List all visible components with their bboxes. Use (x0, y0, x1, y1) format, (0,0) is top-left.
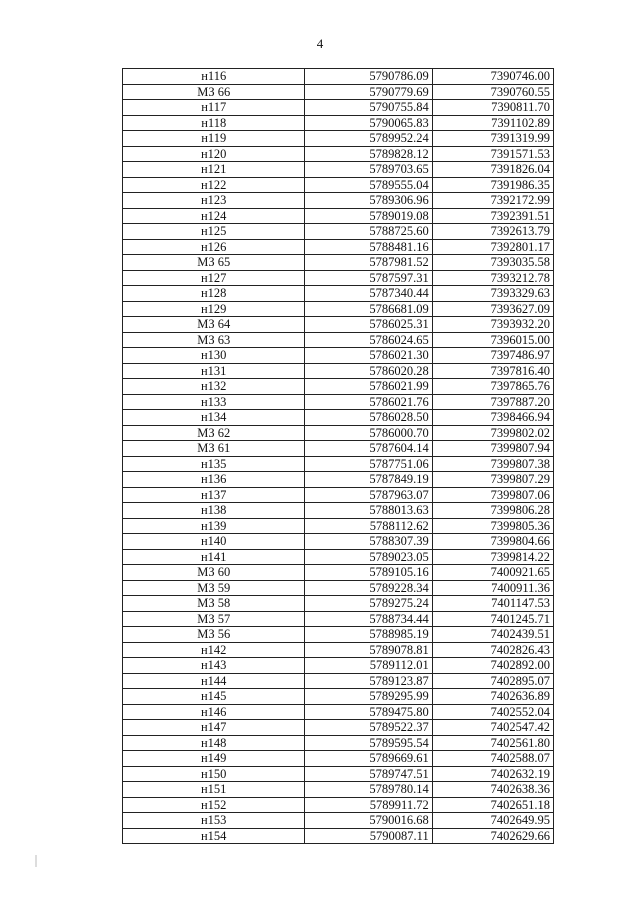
point-name-cell: н119 (123, 131, 305, 147)
point-name-cell: н147 (123, 720, 305, 736)
point-name-cell: н129 (123, 301, 305, 317)
x-coordinate-cell: 5789112.01 (305, 658, 432, 674)
point-name-cell: н152 (123, 797, 305, 813)
x-coordinate-cell: 5788013.63 (305, 503, 432, 519)
table-row (123, 193, 554, 209)
y-coordinate-cell: 7390746.00 (432, 69, 553, 85)
point-name-cell: МЗ 65 (123, 255, 305, 271)
y-coordinate-cell: 7397865.76 (432, 379, 553, 395)
y-coordinate-cell: 7399804.66 (432, 534, 553, 550)
table-row (123, 472, 554, 488)
y-coordinate-cell: 7401245.71 (432, 611, 553, 627)
page-number: 4 (316, 36, 324, 51)
point-name-cell: МЗ 61 (123, 441, 305, 457)
table-row (123, 239, 554, 255)
table-row (123, 146, 554, 162)
x-coordinate-cell: 5788734.44 (305, 611, 432, 627)
y-coordinate-cell: 7402638.36 (432, 782, 553, 798)
table-row (123, 363, 554, 379)
point-name-cell: н124 (123, 208, 305, 224)
x-coordinate-cell: 5789078.81 (305, 642, 432, 658)
table-row (123, 441, 554, 457)
x-coordinate-cell: 5788481.16 (305, 239, 432, 255)
point-name-cell: н116 (123, 69, 305, 85)
table-row (123, 766, 554, 782)
y-coordinate-cell: 7399807.29 (432, 472, 553, 488)
table-row (123, 518, 554, 534)
table-row (123, 100, 554, 116)
point-name-cell: н117 (123, 100, 305, 116)
table-row (123, 115, 554, 131)
table-row (123, 503, 554, 519)
x-coordinate-cell: 5789023.05 (305, 549, 432, 565)
table-row (123, 348, 554, 364)
y-coordinate-cell: 7399802.02 (432, 425, 553, 441)
point-name-cell: н128 (123, 286, 305, 302)
y-coordinate-cell: 7402892.00 (432, 658, 553, 674)
y-coordinate-cell: 7393035.58 (432, 255, 553, 271)
y-coordinate-cell: 7399814.22 (432, 549, 553, 565)
table-row (123, 797, 554, 813)
y-coordinate-cell: 7402439.51 (432, 627, 553, 643)
table-row (123, 286, 554, 302)
point-name-cell: н143 (123, 658, 305, 674)
x-coordinate-cell: 5787963.07 (305, 487, 432, 503)
point-name-cell: н138 (123, 503, 305, 519)
x-coordinate-cell: 5786020.28 (305, 363, 432, 379)
point-name-cell: н144 (123, 673, 305, 689)
point-name-cell: МЗ 63 (123, 332, 305, 348)
y-coordinate-cell: 7402636.89 (432, 689, 553, 705)
table-row (123, 394, 554, 410)
point-name-cell: н153 (123, 813, 305, 829)
x-coordinate-cell: 5790786.09 (305, 69, 432, 85)
y-coordinate-cell: 7402547.42 (432, 720, 553, 736)
point-name-cell: н125 (123, 224, 305, 240)
y-coordinate-cell: 7402561.80 (432, 735, 553, 751)
table-row (123, 689, 554, 705)
table-row (123, 565, 554, 581)
coordinates-table-body (123, 69, 554, 844)
x-coordinate-cell: 5789295.99 (305, 689, 432, 705)
table-row (123, 704, 554, 720)
y-coordinate-cell: 7399807.94 (432, 441, 553, 457)
x-coordinate-cell: 5789275.24 (305, 596, 432, 612)
point-name-cell: н130 (123, 348, 305, 364)
x-coordinate-cell: 5788112.62 (305, 518, 432, 534)
table-row (123, 673, 554, 689)
table-row (123, 162, 554, 178)
x-coordinate-cell: 5789123.87 (305, 673, 432, 689)
x-coordinate-cell: 5790779.69 (305, 84, 432, 100)
x-coordinate-cell: 5786021.30 (305, 348, 432, 364)
y-coordinate-cell: 7402632.19 (432, 766, 553, 782)
table-row (123, 317, 554, 333)
y-coordinate-cell: 7391102.89 (432, 115, 553, 131)
y-coordinate-cell: 7390811.70 (432, 100, 553, 116)
point-name-cell: н135 (123, 456, 305, 472)
table-row (123, 208, 554, 224)
point-name-cell: н139 (123, 518, 305, 534)
x-coordinate-cell: 5787751.06 (305, 456, 432, 472)
point-name-cell: МЗ 66 (123, 84, 305, 100)
x-coordinate-cell: 5787597.31 (305, 270, 432, 286)
y-coordinate-cell: 7391826.04 (432, 162, 553, 178)
x-coordinate-cell: 5790065.83 (305, 115, 432, 131)
table-row (123, 611, 554, 627)
table-row (123, 410, 554, 426)
x-coordinate-cell: 5788985.19 (305, 627, 432, 643)
y-coordinate-cell: 7397887.20 (432, 394, 553, 410)
point-name-cell: МЗ 60 (123, 565, 305, 581)
y-coordinate-cell: 7393627.09 (432, 301, 553, 317)
point-name-cell: н123 (123, 193, 305, 209)
y-coordinate-cell: 7402552.04 (432, 704, 553, 720)
table-row (123, 456, 554, 472)
table-row (123, 131, 554, 147)
point-name-cell: н146 (123, 704, 305, 720)
y-coordinate-cell: 7397816.40 (432, 363, 553, 379)
x-coordinate-cell: 5788307.39 (305, 534, 432, 550)
table-row (123, 332, 554, 348)
table-row (123, 301, 554, 317)
x-coordinate-cell: 5790755.84 (305, 100, 432, 116)
table-row (123, 224, 554, 240)
x-coordinate-cell: 5789228.34 (305, 580, 432, 596)
x-coordinate-cell: 5789669.61 (305, 751, 432, 767)
y-coordinate-cell: 7391986.35 (432, 177, 553, 193)
table-row (123, 828, 554, 844)
point-name-cell: МЗ 57 (123, 611, 305, 627)
point-name-cell: МЗ 58 (123, 596, 305, 612)
coordinates-table (122, 68, 554, 844)
x-coordinate-cell: 5786028.50 (305, 410, 432, 426)
x-coordinate-cell: 5789703.65 (305, 162, 432, 178)
x-coordinate-cell: 5789555.04 (305, 177, 432, 193)
point-name-cell: н150 (123, 766, 305, 782)
table-row (123, 627, 554, 643)
y-coordinate-cell: 7399807.38 (432, 456, 553, 472)
x-coordinate-cell: 5786021.76 (305, 394, 432, 410)
point-name-cell: н149 (123, 751, 305, 767)
y-coordinate-cell: 7390760.55 (432, 84, 553, 100)
y-coordinate-cell: 7391319.99 (432, 131, 553, 147)
table-row (123, 782, 554, 798)
y-coordinate-cell: 7393212.78 (432, 270, 553, 286)
x-coordinate-cell: 5789780.14 (305, 782, 432, 798)
x-coordinate-cell: 5786025.31 (305, 317, 432, 333)
point-name-cell: МЗ 56 (123, 627, 305, 643)
scan-artifact (35, 855, 37, 867)
point-name-cell: н136 (123, 472, 305, 488)
point-name-cell: н122 (123, 177, 305, 193)
y-coordinate-cell: 7402895.07 (432, 673, 553, 689)
point-name-cell: н142 (123, 642, 305, 658)
table-row (123, 658, 554, 674)
x-coordinate-cell: 5786021.99 (305, 379, 432, 395)
y-coordinate-cell: 7393329.63 (432, 286, 553, 302)
y-coordinate-cell: 7400921.65 (432, 565, 553, 581)
x-coordinate-cell: 5789306.96 (305, 193, 432, 209)
table-row (123, 69, 554, 85)
table-row (123, 720, 554, 736)
x-coordinate-cell: 5789475.80 (305, 704, 432, 720)
table-row (123, 596, 554, 612)
table-row (123, 534, 554, 550)
x-coordinate-cell: 5786000.70 (305, 425, 432, 441)
point-name-cell: н140 (123, 534, 305, 550)
point-name-cell: МЗ 59 (123, 580, 305, 596)
x-coordinate-cell: 5789019.08 (305, 208, 432, 224)
x-coordinate-cell: 5789522.37 (305, 720, 432, 736)
y-coordinate-cell: 7392801.17 (432, 239, 553, 255)
y-coordinate-cell: 7402649.95 (432, 813, 553, 829)
point-name-cell: МЗ 62 (123, 425, 305, 441)
point-name-cell: н151 (123, 782, 305, 798)
x-coordinate-cell: 5789828.12 (305, 146, 432, 162)
table-row (123, 177, 554, 193)
table-row (123, 813, 554, 829)
x-coordinate-cell: 5789595.54 (305, 735, 432, 751)
point-name-cell: МЗ 64 (123, 317, 305, 333)
point-name-cell: н132 (123, 379, 305, 395)
table-row (123, 84, 554, 100)
x-coordinate-cell: 5787604.14 (305, 441, 432, 457)
y-coordinate-cell: 7402588.07 (432, 751, 553, 767)
y-coordinate-cell: 7402651.18 (432, 797, 553, 813)
x-coordinate-cell: 5788725.60 (305, 224, 432, 240)
y-coordinate-cell: 7402826.43 (432, 642, 553, 658)
y-coordinate-cell: 7391571.53 (432, 146, 553, 162)
point-name-cell: н133 (123, 394, 305, 410)
x-coordinate-cell: 5789747.51 (305, 766, 432, 782)
table-row (123, 735, 554, 751)
y-coordinate-cell: 7401147.53 (432, 596, 553, 612)
y-coordinate-cell: 7392172.99 (432, 193, 553, 209)
y-coordinate-cell: 7399805.36 (432, 518, 553, 534)
table-row (123, 580, 554, 596)
y-coordinate-cell: 7396015.00 (432, 332, 553, 348)
y-coordinate-cell: 7393932.20 (432, 317, 553, 333)
table-row (123, 751, 554, 767)
point-name-cell: н145 (123, 689, 305, 705)
point-name-cell: н137 (123, 487, 305, 503)
y-coordinate-cell: 7399806.28 (432, 503, 553, 519)
y-coordinate-cell: 7402629.66 (432, 828, 553, 844)
y-coordinate-cell: 7392613.79 (432, 224, 553, 240)
x-coordinate-cell: 5787340.44 (305, 286, 432, 302)
table-row (123, 255, 554, 271)
point-name-cell: н120 (123, 146, 305, 162)
y-coordinate-cell: 7400911.36 (432, 580, 553, 596)
table-row (123, 487, 554, 503)
x-coordinate-cell: 5790087.11 (305, 828, 432, 844)
table-row (123, 425, 554, 441)
x-coordinate-cell: 5789911.72 (305, 797, 432, 813)
x-coordinate-cell: 5786681.09 (305, 301, 432, 317)
table-row (123, 549, 554, 565)
x-coordinate-cell: 5790016.68 (305, 813, 432, 829)
x-coordinate-cell: 5787981.52 (305, 255, 432, 271)
point-name-cell: н154 (123, 828, 305, 844)
x-coordinate-cell: 5789105.16 (305, 565, 432, 581)
point-name-cell: н126 (123, 239, 305, 255)
point-name-cell: н134 (123, 410, 305, 426)
point-name-cell: н141 (123, 549, 305, 565)
table-row (123, 270, 554, 286)
table-row (123, 379, 554, 395)
y-coordinate-cell: 7398466.94 (432, 410, 553, 426)
x-coordinate-cell: 5786024.65 (305, 332, 432, 348)
point-name-cell: н127 (123, 270, 305, 286)
point-name-cell: н118 (123, 115, 305, 131)
point-name-cell: н121 (123, 162, 305, 178)
x-coordinate-cell: 5789952.24 (305, 131, 432, 147)
point-name-cell: н131 (123, 363, 305, 379)
y-coordinate-cell: 7392391.51 (432, 208, 553, 224)
x-coordinate-cell: 5787849.19 (305, 472, 432, 488)
y-coordinate-cell: 7397486.97 (432, 348, 553, 364)
y-coordinate-cell: 7399807.06 (432, 487, 553, 503)
table-row (123, 642, 554, 658)
point-name-cell: н148 (123, 735, 305, 751)
